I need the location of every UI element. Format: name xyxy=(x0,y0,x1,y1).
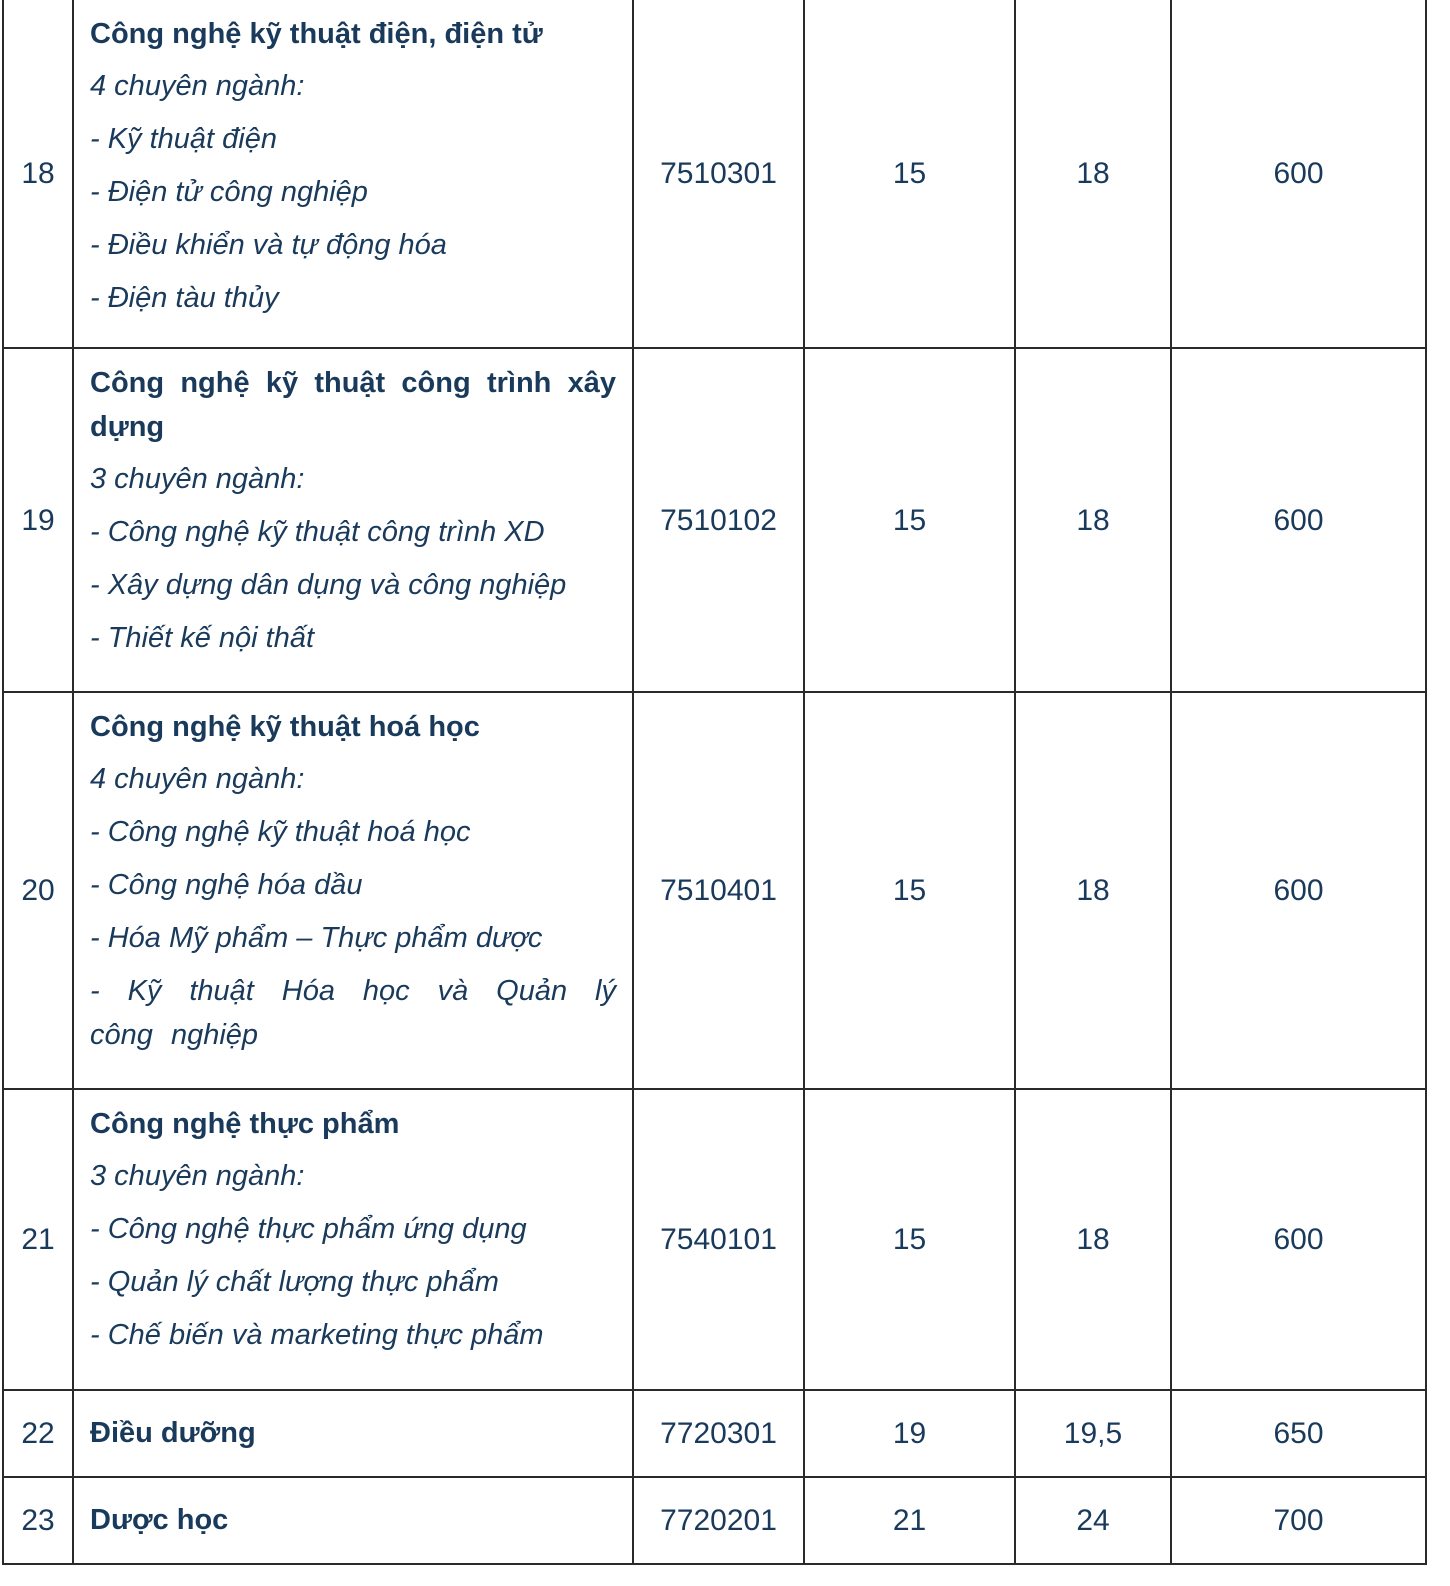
specialization-item: - Kỹ thuật Hóa học và Quản lý công nghiệp xyxy=(90,975,616,1051)
major-code: 7510301 xyxy=(633,0,804,348)
table-row xyxy=(3,1390,1426,1477)
major-cell xyxy=(73,348,633,692)
table-row xyxy=(3,692,1426,1089)
specialization-item: - Công nghệ hóa dầu xyxy=(90,869,363,901)
score-a: 21 xyxy=(804,1477,1015,1564)
row-number: 23 xyxy=(3,1477,73,1564)
score-a: 15 xyxy=(804,1089,1015,1390)
row-number: 21 xyxy=(3,1089,73,1390)
table-row xyxy=(3,1089,1426,1390)
specialization-item: - Công nghệ kỹ thuật hoá học xyxy=(90,816,471,848)
score-b: 18 xyxy=(1015,0,1171,348)
row-number: 20 xyxy=(3,692,73,1089)
score-c: 600 xyxy=(1171,0,1426,348)
major-code: 7720201 xyxy=(633,1477,804,1564)
row-number: 19 xyxy=(3,348,73,692)
major-title: Công nghệ kỹ thuật điện, điện tử xyxy=(90,18,543,50)
major-title: Công nghệ thực phẩm xyxy=(90,1108,400,1140)
major-code: 7720301 xyxy=(633,1390,804,1477)
major-cell xyxy=(73,1477,633,1564)
major-cell xyxy=(73,1089,633,1390)
score-b: 19,5 xyxy=(1015,1390,1171,1477)
score-b: 18 xyxy=(1015,348,1171,692)
majors-table xyxy=(2,0,1427,1565)
major-title: Dược học xyxy=(90,1504,229,1536)
specialization-item: - Chế biến và marketing thực phẩm xyxy=(90,1319,544,1351)
table-row xyxy=(3,1477,1426,1564)
score-b: 18 xyxy=(1015,692,1171,1089)
score-c: 700 xyxy=(1171,1477,1426,1564)
specialization-item: - Điện tử công nghiệp xyxy=(90,176,368,208)
score-a: 15 xyxy=(804,692,1015,1089)
major-cell xyxy=(73,1390,633,1477)
table-row xyxy=(3,348,1426,692)
score-c: 600 xyxy=(1171,348,1426,692)
row-number: 18 xyxy=(3,0,73,348)
specialization-item: - Công nghệ kỹ thuật công trình XD xyxy=(90,516,545,548)
score-a: 19 xyxy=(804,1390,1015,1477)
score-c: 600 xyxy=(1171,1089,1426,1390)
specialization-item: - Thiết kế nội thất xyxy=(90,622,315,654)
row-number: 22 xyxy=(3,1390,73,1477)
specialization-count: 3 chuyên ngành: xyxy=(90,1160,305,1192)
score-c: 600 xyxy=(1171,692,1426,1089)
major-title: Điều dưỡng xyxy=(90,1417,256,1449)
specialization-item: - Hóa Mỹ phẩm – Thực phẩm dược xyxy=(90,922,543,954)
major-cell xyxy=(73,0,633,348)
specialization-item: - Kỹ thuật điện xyxy=(90,123,277,155)
score-a: 15 xyxy=(804,0,1015,348)
specialization-count: 4 chuyên ngành: xyxy=(90,70,305,102)
score-b: 24 xyxy=(1015,1477,1171,1564)
score-c: 650 xyxy=(1171,1390,1426,1477)
table-row xyxy=(3,0,1426,348)
specialization-count: 4 chuyên ngành: xyxy=(90,763,305,795)
major-code: 7510102 xyxy=(633,348,804,692)
specialization-item: - Điều khiển và tự động hóa xyxy=(90,229,447,261)
score-a: 15 xyxy=(804,348,1015,692)
major-code: 7540101 xyxy=(633,1089,804,1390)
major-cell xyxy=(73,692,633,1089)
specialization-item: - Điện tàu thủy xyxy=(90,282,279,314)
specialization-item: - Xây dựng dân dụng và công nghiệp xyxy=(90,569,567,601)
specialization-item: - Quản lý chất lượng thực phẩm xyxy=(90,1266,499,1298)
major-code: 7510401 xyxy=(633,692,804,1089)
specialization-item: - Công nghệ thực phẩm ứng dụng xyxy=(90,1213,527,1245)
major-title: Công nghệ kỹ thuật hoá học xyxy=(90,711,480,743)
score-b: 18 xyxy=(1015,1089,1171,1390)
specialization-count: 3 chuyên ngành: xyxy=(90,463,305,495)
major-title: Công nghệ kỹ thuật công trình xây dựng xyxy=(90,367,616,443)
